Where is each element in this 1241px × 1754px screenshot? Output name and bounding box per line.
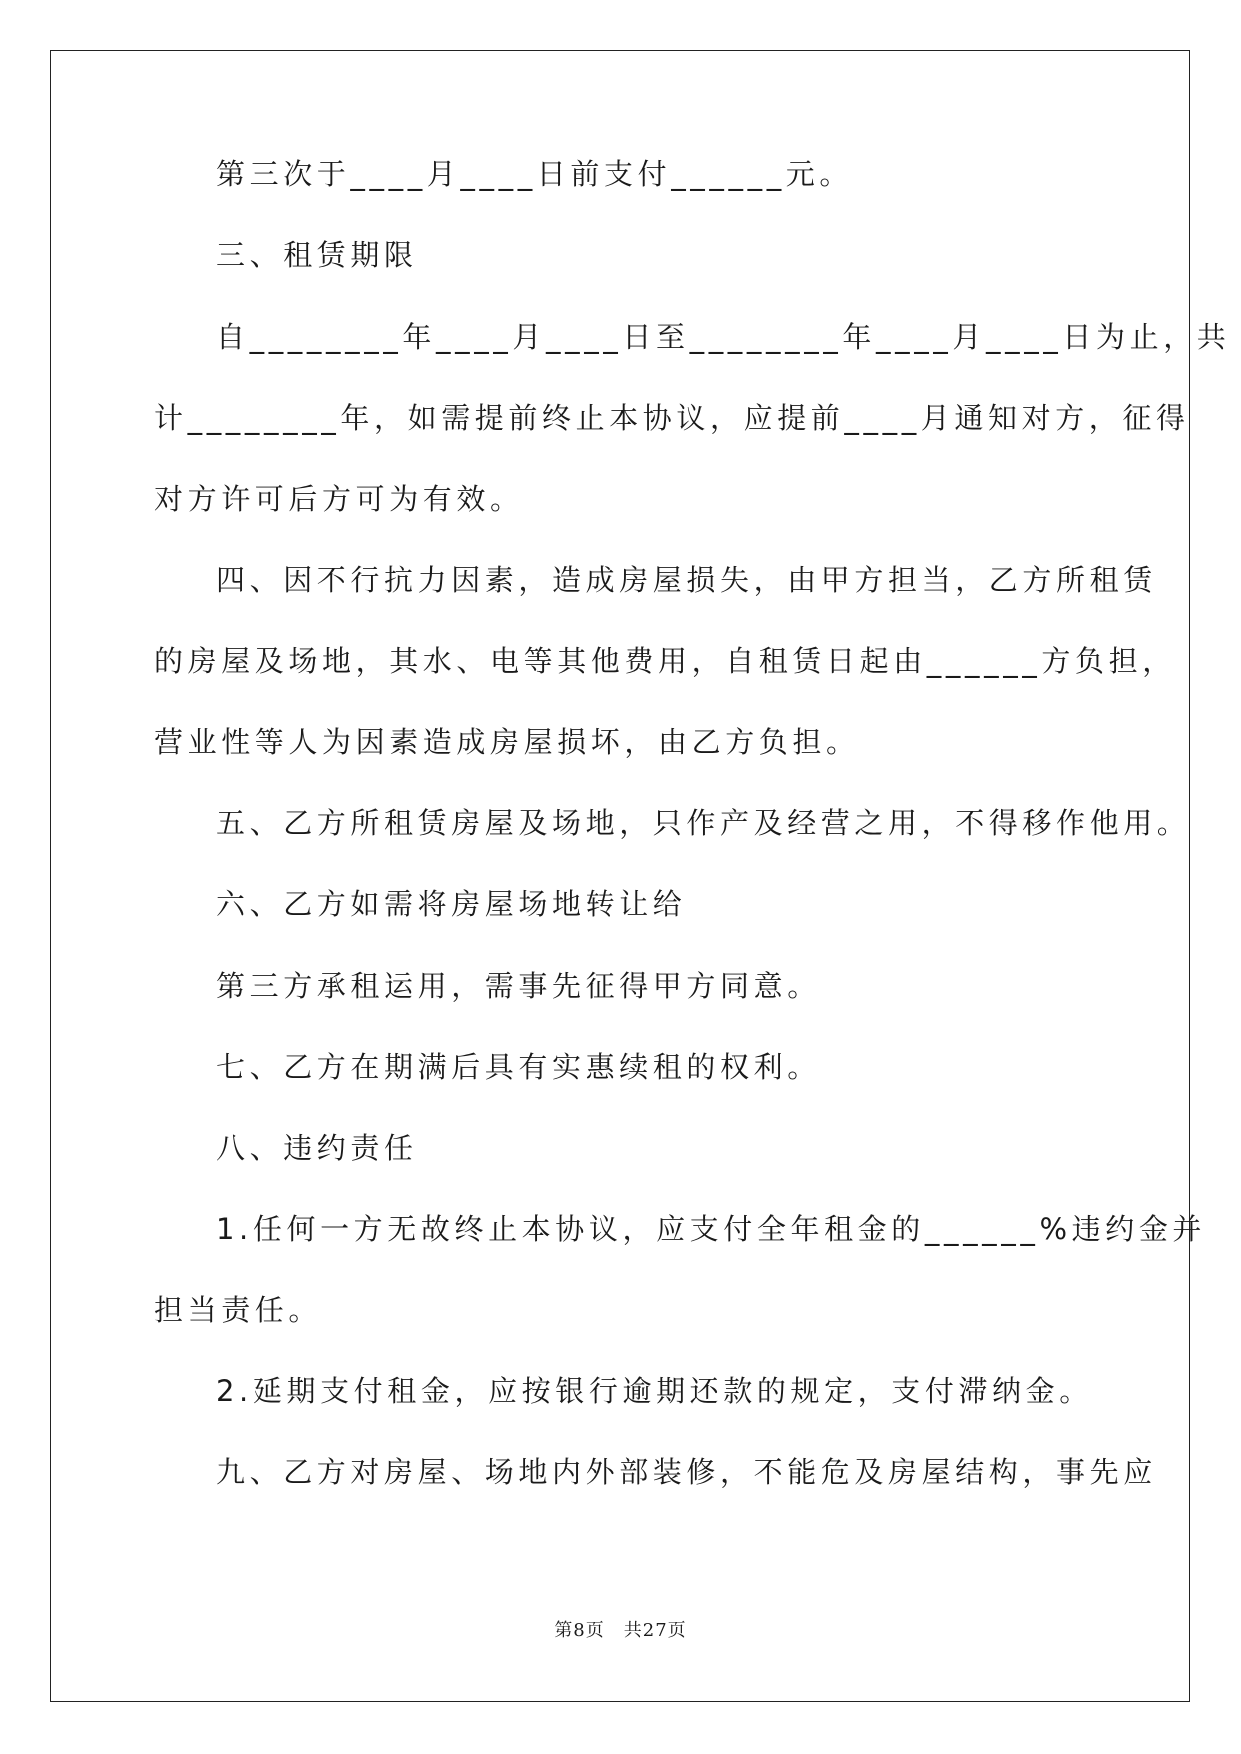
text-line: 第三方承租运用，需事先征得甲方同意。: [216, 969, 821, 1003]
page-number: 第8页 共27页: [554, 1620, 687, 1641]
text-line: 自________年____月____日至________年____月____日为止，共: [216, 320, 1231, 354]
text-line: 的房屋及场地，其水、电等其他费用，自租赁日起由______方负担，: [154, 644, 1176, 678]
text-line: 七、乙方在期满后具有实惠续租的权利。: [216, 1050, 821, 1084]
section-heading: 三、租赁期限: [216, 238, 418, 272]
text-line: 五、乙方所租赁房屋及场地，只作产及经营之用，不得移作他用。: [216, 806, 1191, 840]
text-line: 计________年，如需提前终止本协议，应提前____月通知对方，征得: [154, 401, 1190, 435]
text-line: 九、乙方对房屋、场地内外部装修，不能危及房屋结构，事先应: [216, 1455, 1157, 1489]
text-line: 六、乙方如需将房屋场地转让给: [216, 887, 687, 921]
text-line: 2.延期支付租金，应按银行逾期还款的规定，支付滞纳金。: [216, 1374, 1093, 1408]
text-line: 第三次于____月____日前支付______元。: [216, 157, 854, 191]
text-line: 四、因不行抗力因素，造成房屋损失，由甲方担当，乙方所租赁: [216, 563, 1157, 597]
section-heading: 八、违约责任: [216, 1131, 418, 1165]
text-line: 对方许可后方可为有效。: [154, 482, 524, 516]
text-line: 1.任何一方无故终止本协议，应支付全年租金的______%违约金并: [216, 1212, 1207, 1246]
text-line: 营业性等人为因素造成房屋损坏，由乙方负担。: [154, 725, 860, 759]
text-line: 担当责任。: [154, 1293, 323, 1327]
